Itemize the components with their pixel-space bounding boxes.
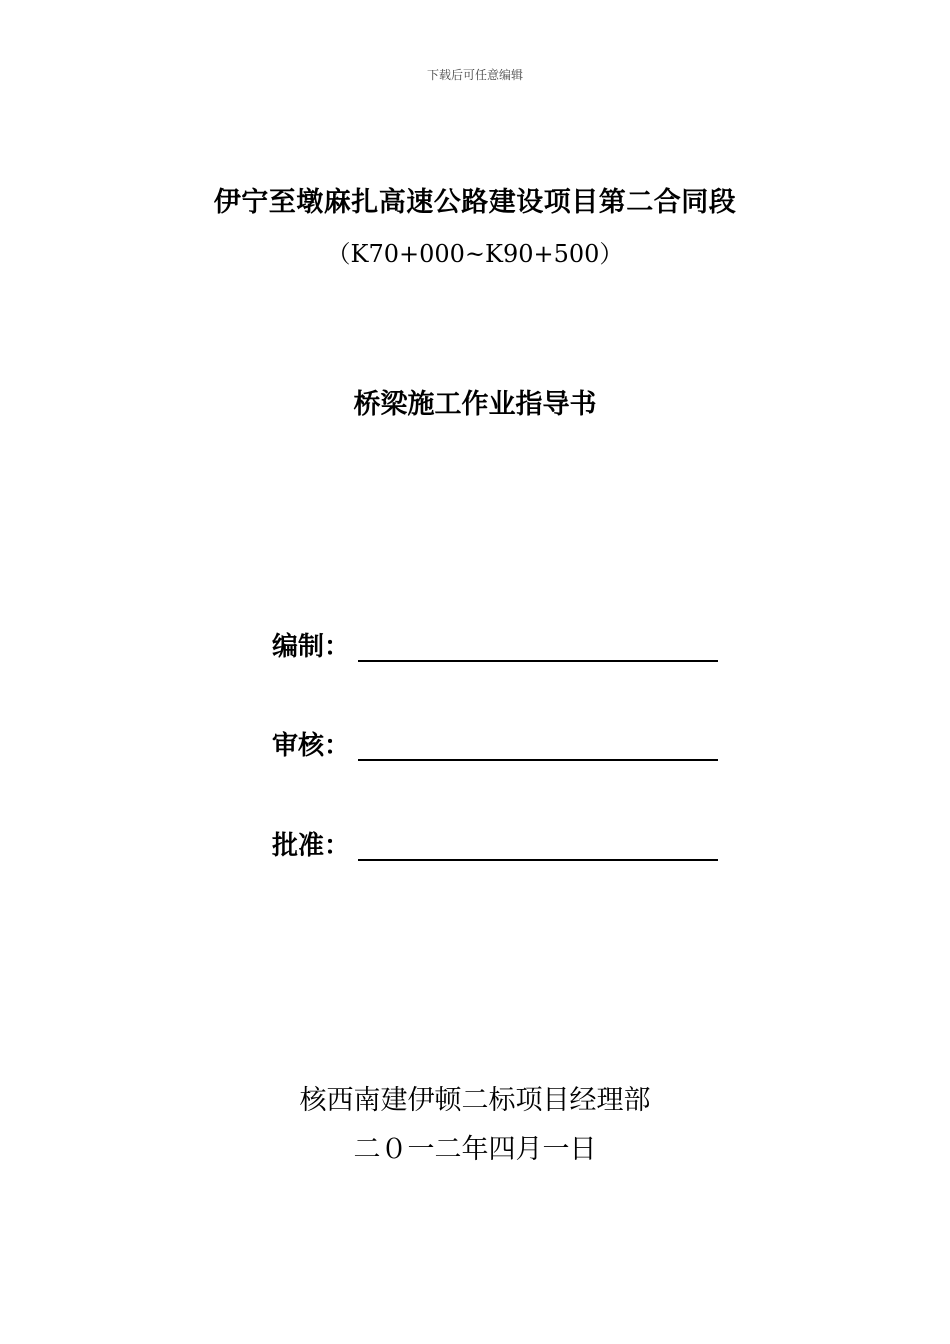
signature-line-approved <box>358 859 718 861</box>
signature-row-approved <box>272 829 718 869</box>
signature-label-reviewed: 审核： <box>272 731 351 761</box>
signature-label-approved: 批准： <box>272 831 351 861</box>
signature-row-reviewed <box>272 729 718 769</box>
document-title: 桥梁施工作业指导书 <box>353 389 597 420</box>
signature-row-compiled <box>272 630 718 670</box>
signature-label-compiled: 编制： <box>272 632 351 662</box>
document-date: 二０一二年四月一日 <box>353 1134 597 1165</box>
signature-line-reviewed <box>358 759 718 761</box>
header-note: 下载后可任意编辑 <box>426 68 523 82</box>
chainage-range: （K70+000~K90+500） <box>326 240 624 268</box>
signature-line-compiled <box>358 660 718 662</box>
project-title: 伊宁至墩麻扎高速公路建设项目第二合同段 <box>213 187 737 218</box>
organization-name: 核西南建伊顿二标项目经理部 <box>299 1085 651 1116</box>
